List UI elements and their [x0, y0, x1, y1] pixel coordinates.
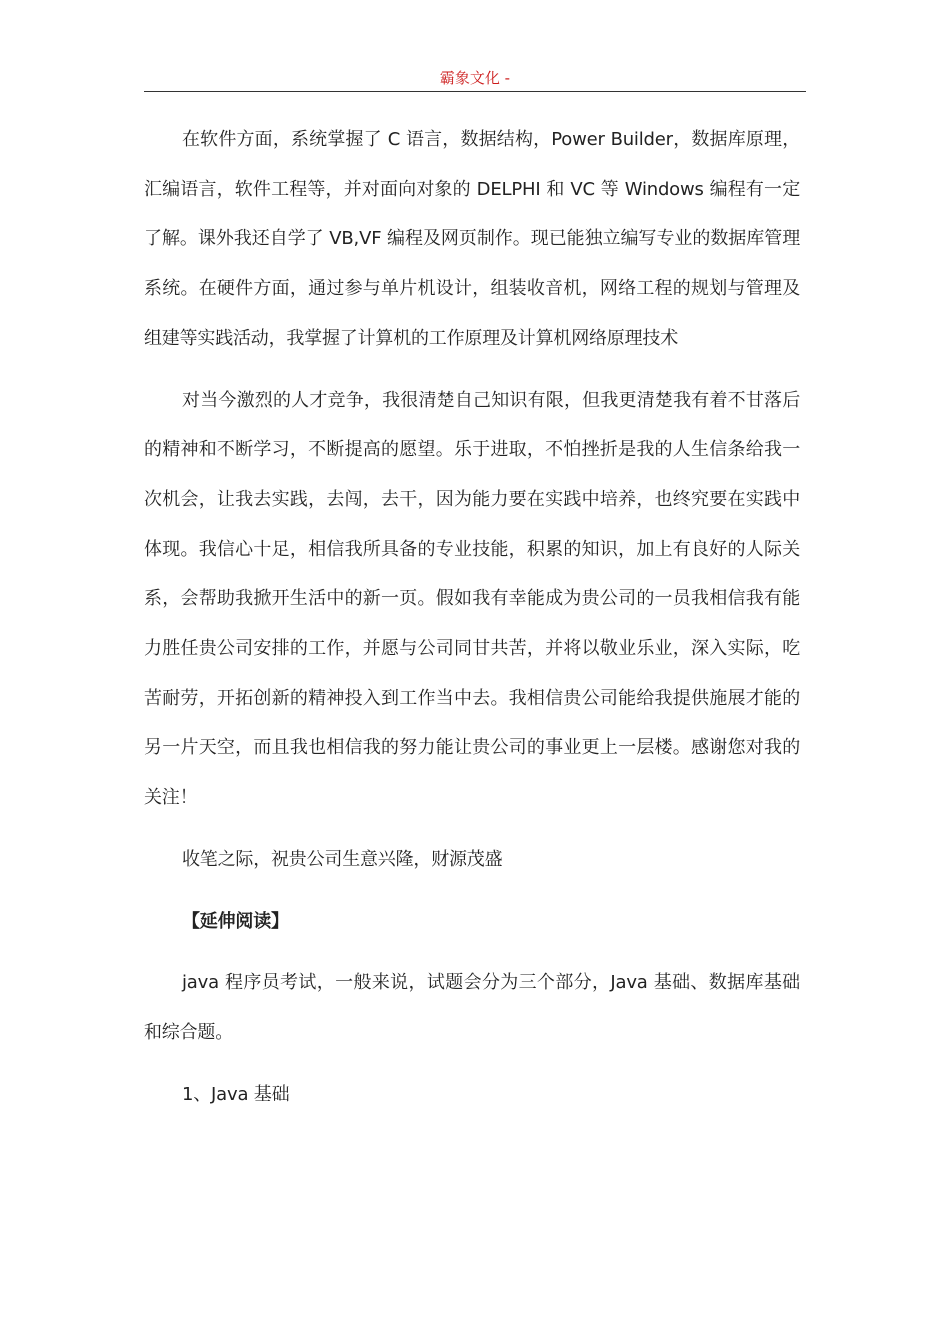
- paragraph-exam-intro: java 程序员考试，一般来说，试题会分为三个部分，Java 基础、数据库基础和综合题。: [144, 972, 800, 1043]
- paragraph-skills: 在软件方面，系统掌握了 C 语言，数据结构，Power Builder，数据库原理，汇编语言，软件工程等，并对面向对象的 DELPHI 和 VC 等 Windows 编程有一定了解。课外我还自学了 VB,VF 编程及网页制作。现已能独立编写专业的数据库管理系统。在硬件方面，通过参与单片机设计，组装收音机，网络工程的规划与管理及组建等实践活动，我掌握了计算机的工作原理及计算机网络原理技术: [144, 129, 800, 349]
- list-item-java-basics: 1、Java 基础: [182, 1083, 290, 1105]
- page-header: [144, 66, 806, 92]
- paragraph-motivation: 对当今激烈的人才竞争，我很清楚自己知识有限，但我更清楚我有着不甘落后的精神和不断学习，不断提高的愿望。乐于进取，不怕挫折是我的人生信条给我一次机会，让我去实践，去闯，去干，因为能力要在实践中培养，也终究要在实践中体现。我信心十足，相信我所具备的专业技能，积累的知识，加上有良好的人际关系，会帮助我掀开生活中的新一页。假如我有幸能成为贵公司的一员我相信我有能力胜任贵公司安排的工作，并愿与公司同甘共苦，并将以敬业乐业，深入实际，吃苦耐劳，开拓创新的精神投入到工作当中去。我相信贵公司能给我提供施展才能的另一片天空，而且我也相信我的努力能让贵公司的事业更上一层楼。感谢您对我的关注！: [144, 389, 800, 809]
- section-heading-extended-reading: 【延伸阅读】: [182, 910, 289, 932]
- document-body: [144, 115, 800, 1131]
- paragraph-closing: 收笔之际，祝贵公司生意兴隆，财源茂盛: [182, 848, 503, 870]
- header-title: 霸象文化 -: [439, 69, 511, 87]
